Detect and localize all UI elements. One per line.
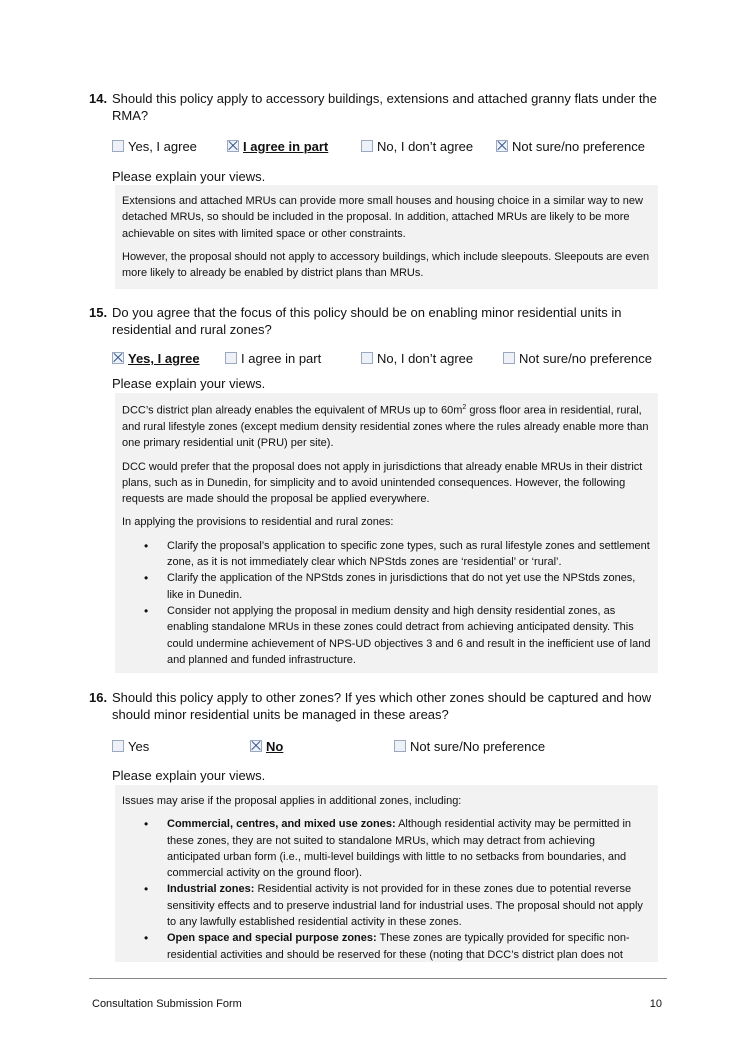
q16-explain-label: Please explain your views. (112, 768, 266, 783)
footer-divider (89, 978, 667, 979)
question-text: Do you agree that the focus of this policy should be on enabling minor residential units in residential and rural zones? (112, 305, 622, 337)
q16-option-no[interactable]: No (250, 738, 283, 756)
checkbox[interactable] (361, 140, 373, 152)
q15-option-agree-in-part[interactable]: I agree in part (225, 350, 321, 368)
q15-options (112, 350, 657, 368)
checkbox[interactable] (112, 140, 124, 152)
response-bullet-list (122, 816, 651, 962)
list-item: • Clarify the application of the NPStds zones in jurisdictions that do not yet use the NPStds zones, like in Dunedin. (122, 570, 651, 603)
q14-option-not-sure[interactable]: Not sure/no preference (496, 138, 645, 156)
list-item: • Commercial, centres, and mixed use zones: Although residential activity may be permitted in these zones, they are not suited to standalone MRUs, which may detract from achieving anticipated urban form (i.e., multi-level buildings with little to no setbacks from boundaries, and commercial activity on the ground floor). (122, 816, 651, 881)
response-paragraph: However, the proposal should not apply to accessory buildings, which include sleepouts. Sleepouts are even more likely to already be enabled by district plans than MRUs. (122, 250, 650, 280)
q16-options (112, 738, 657, 756)
checkbox-checked[interactable] (227, 140, 239, 152)
list-item: • Consider not applying the proposal in medium density and high density residential zones, as enabling standalone MRUs in these zones could detract from achieving anticipated density. This could undermine achievement of NPS-UD objectives 3 and 6 and result in the inefficient use of land and planned and funded infrastructure. (122, 603, 651, 668)
checkbox[interactable] (225, 352, 237, 364)
checkbox[interactable] (503, 352, 515, 364)
footer-form-name: Consultation Submission Form (92, 998, 242, 1010)
q15-option-not-sure[interactable]: Not sure/no preference (503, 350, 652, 368)
checkbox-checked[interactable] (250, 740, 262, 752)
response-paragraph: DCC would prefer that the proposal does not apply in jurisdictions that already enable MRUs in their district plans, such as in Dunedin, for simplicity and to avoid unintended consequences. However, the following requests are made should the proposal be applied everywhere. (122, 460, 643, 506)
q14-response-box[interactable] (115, 185, 658, 289)
q15-option-no[interactable]: No, I don’t agree (361, 350, 473, 368)
list-item: • Industrial zones: Residential activity is not provided for in these zones due to potential reverse sensitivity effects and to preserve industrial land for industrial uses. The proposal should not apply to any lawfully established residential activity in these zones. (122, 881, 651, 930)
response-bullet-list (122, 538, 651, 668)
checkbox-checked[interactable] (112, 352, 124, 364)
checkbox[interactable] (361, 352, 373, 364)
checkbox[interactable] (112, 740, 124, 752)
question-15 (89, 304, 659, 338)
question-number: 16. (89, 690, 108, 705)
q14-option-no[interactable]: No, I don’t agree (361, 138, 473, 156)
footer-page-number: 10 (649, 998, 662, 1010)
question-16 (89, 689, 659, 723)
question-number: 14. (89, 91, 108, 106)
question-text: Should this policy apply to accessory buildings, extensions and attached granny flats under the RMA? (112, 91, 657, 123)
q16-option-not-sure[interactable]: Not sure/No preference (394, 738, 545, 756)
response-paragraph: Issues may arise if the proposal applies in additional zones, including: (122, 795, 462, 807)
response-paragraph: In applying the provisions to residential and rural zones: (122, 516, 394, 529)
q14-option-agree-in-part[interactable]: I agree in part (227, 138, 328, 156)
list-item: • Open space and special purpose zones: These zones are typically provided for specific non-residential activities and should be reserved for these (noting that DCC’s district plan does not (122, 930, 651, 962)
q15-response-box[interactable] (115, 393, 658, 673)
question-number: 15. (89, 305, 108, 320)
checkbox[interactable] (394, 740, 406, 752)
q16-option-yes[interactable]: Yes (112, 738, 149, 756)
checkbox-checked[interactable] (496, 140, 508, 152)
question-14 (89, 90, 659, 124)
q15-option-yes[interactable]: Yes, I agree (112, 350, 200, 368)
q16-response-box[interactable] (115, 785, 658, 962)
q14-explain-label: Please explain your views. (112, 169, 266, 184)
question-text: Should this policy apply to other zones? If yes which other zones should be captured and how should minor residential units be managed in these areas? (112, 690, 652, 722)
response-paragraph: Extensions and attached MRUs can provide more small houses and housing choice in a similar way to new detached MRUs, so should be included in the proposal. In addition, attached MRUs are likely to be more achievable on sites with limited space or other constraints. (122, 195, 643, 240)
response-paragraph: DCC’s district plan already enables the equivalent of MRUs up to $60m^2$ gross floor area in residential, rural, and rural lifestyle zones (except medium density residential zones where the rules already enable more than one primary residential unit (PRU) per site). (122, 404, 649, 450)
list-item: • Clarify the proposal’s application to specific zone types, such as rural lifestyle zones and settlement zone, as it is not immediately clear which NPStds zones are ‘residential’ or ‘rural’. (122, 538, 651, 571)
q15-explain-label: Please explain your views. (112, 376, 266, 391)
q14-option-yes[interactable]: Yes, I agree (112, 138, 197, 156)
q14-options (112, 138, 652, 156)
